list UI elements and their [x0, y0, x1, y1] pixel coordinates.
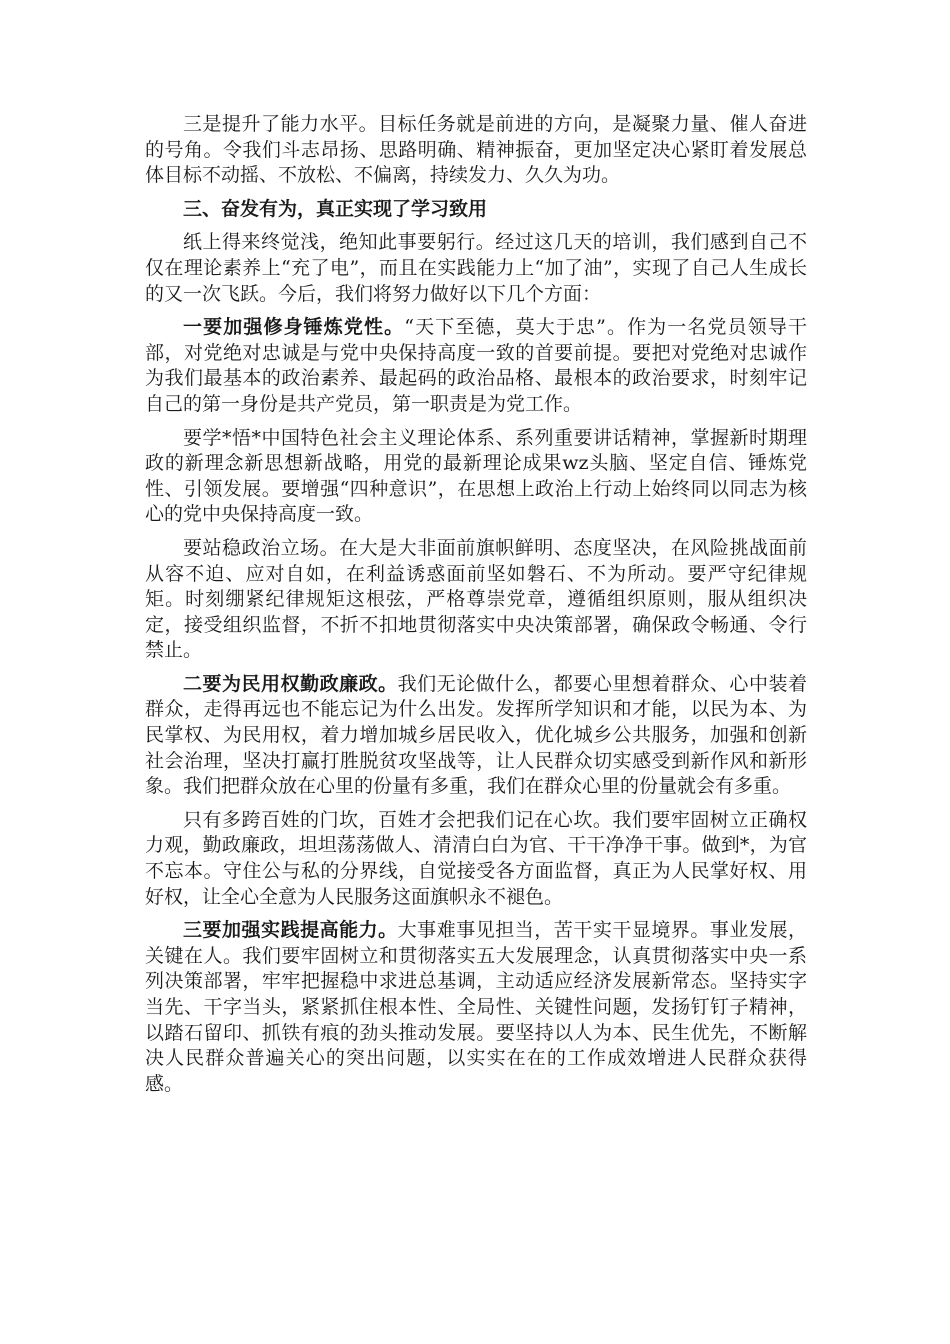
paragraph-6: [145, 672, 807, 800]
paragraph-2: [145, 230, 807, 307]
paragraph-3: [145, 315, 807, 417]
paragraph-4: [145, 426, 807, 528]
paragraph-text: “天下至德，莫大于忠”。作为一名党员领导干部，对党绝对忠诚是与党中央保持高度一致的首要前提。要把对党绝对忠诚作为我们最基本的政治素养、最起码的政治品格、最根本的政治要求，时刻牢记自己的第一身份是共产党员，第一职责是为党工作。: [145, 316, 807, 415]
paragraph-text: 要学*悟*中国特色社会主义理论体系、系列重要讲话精神，掌握新时期理政的新理念新思想新战略，用党的最新理论成果wz头脑、坚定自信、锤炼党性、引领发展。要增强“四种意识”，在思想上政治上行动上始终同以同志为核心的党中央保持高度一致。: [145, 426, 807, 526]
paragraph-5: [145, 536, 807, 664]
paragraph-text: 纸上得来终觉浅，绝知此事要躬行。经过这几天的培训，我们感到自己不仅在理论素养上“充了电”，而且在实践能力上“加了油”，实现了自己人生成长的又一次飞跃。今后，我们将努力做好以下几个方面：: [145, 231, 807, 305]
paragraph-text: 我们无论做什么，都要心里想着群众、心中装着群众，走得再远也不能忘记为什么出发。发挥所学知识和才能，以民为本、为民掌权、为民用权，着力增加城乡居民收入，优化城乡公共服务，加强和创新社会治理，坚决打赢打胜脱贫攻坚战等，让人民群众切实感受到新作风和新形象。我们把群众放在心里的份量有多重，我们在群众心里的份量就会有多重。: [145, 672, 807, 798]
paragraph-lead: 三要加强实践提高能力。: [183, 919, 398, 942]
paragraph-lead: 一要加强修身锤炼党性。: [183, 316, 405, 339]
paragraph-text: 三是提升了能力水平。目标任务就是前进的方向，是凝聚力量、催人奋进的号角。令我们斗志昂扬、思路明确、精神振奋，更加坚定决心紧盯着发展总体目标不动摇、不放松、不偏离，持续发力、久久为功。: [145, 113, 807, 187]
document-page: [145, 112, 807, 1105]
paragraph-1: [145, 112, 807, 189]
paragraph-lead: 二要为民用权勤政廉政。: [183, 672, 398, 695]
paragraph-text: 大事难事见担当，苦干实干显境界。事业发展，关键在人。我们要牢固树立和贯彻落实五大发展理念，认真贯彻落实中央一系列决策部署，牢牢把握稳中求进总基调，主动适应经济发展新常态。坚持实字当先、干字当头，紧紧抓住根本性、全局性、关键性问题，发扬钉钉子精神，以踏石留印、抓铁有痕的劲头推动发展。要坚持以人为本、民生优先，不断解决人民群众普遍关心的突出问题，以实实在在的工作成效增进人民群众获得感。: [145, 919, 807, 1095]
paragraph-8: [145, 918, 807, 1097]
paragraph-text: 只有多跨百姓的门坎，百姓才会把我们记在心坎。我们要牢固树立正确权力观，勤政廉政，坦坦荡荡做人、清清白白为官、干干净净干事。做到*，为官不忘本。守住公与私的分界线，自觉接受各方面监督，真正为人民掌好权、用好权，让全心全意为人民服务这面旗帜永不褪色。: [145, 808, 807, 908]
paragraph-text: 要站稳政治立场。在大是大非面前旗帜鲜明、态度坚决，在风险挑战面前从容不迫、应对自如，在利益诱惑面前坚如磐石、不为所动。要严守纪律规矩。时刻绷紧纪律规矩这根弦，严格尊崇党章，遵循组织原则，服从组织决定，接受组织监督，不折不扣地贯彻落实中央决策部署，确保政令畅通、令行禁止。: [145, 536, 807, 662]
section-heading: 三、奋发有为，真正实现了学习致用: [183, 197, 488, 220]
paragraph-7: [145, 808, 807, 910]
